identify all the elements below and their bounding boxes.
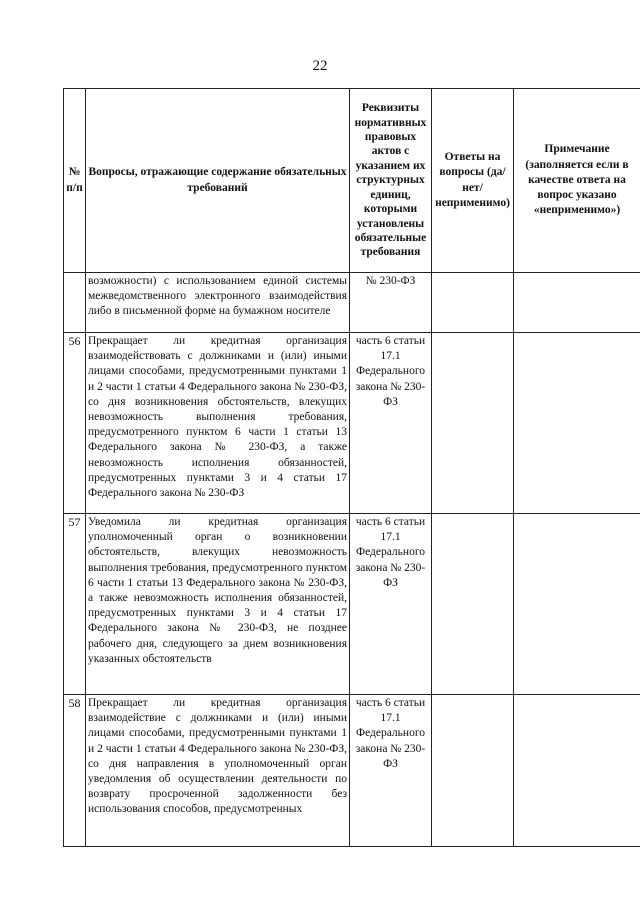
row-question: Прекращает ли кредитная организация взаимодействовать с должниками и (или) иными лицами способами, предусмотренными пунктами 1 и 2 части 1 статьи 4 Федерального закона № 230-ФЗ, со дня возникновения обстоятельств, влекущих невозможность выполнения требования, предусмотренного пунктом 6 части 1 статьи 13 Федерального закона № 230-ФЗ, а также невозможность исполнения обязанностей, предусмотренных пунктами 3 и 4 статьи 17 Федерального закона № 230-ФЗ: [86, 333, 350, 514]
row-question: возможности) с использованием единой системы межведомственного электронного взаимодействия либо в письменной форме на бумажном носителе: [86, 273, 350, 333]
table-header-row: [64, 89, 640, 273]
row-answer[interactable]: [432, 273, 514, 333]
page-number: 22: [312, 58, 328, 74]
row-answer[interactable]: [432, 695, 514, 847]
row-num: 58: [64, 695, 86, 847]
row-note[interactable]: [514, 273, 640, 333]
row-note[interactable]: [514, 333, 640, 514]
header-note: Примечание (заполняется если в качестве ответа на вопрос указано «неприменимо»): [514, 89, 640, 273]
row-answer[interactable]: [432, 514, 514, 695]
row-num: 56: [64, 333, 86, 514]
header-num: № п/п: [64, 89, 86, 273]
requirements-table: [63, 88, 640, 847]
header-answers: Ответы на вопросы (да/нет/ неприменимо): [432, 89, 514, 273]
row-num: [64, 273, 86, 333]
row-requisites: часть 6 статьи 17.1 Федерального закона № 230-ФЗ: [350, 514, 432, 695]
row-requisites: часть 6 статьи 17.1 Федерального закона № 230-ФЗ: [350, 333, 432, 514]
table-row: [64, 514, 640, 695]
header-question: Вопросы, отражающие содержание обязательных требований: [86, 89, 350, 273]
row-question: Прекращает ли кредитная организация взаимодействие с должниками и (или) иными лицами способами, предусмотренными пунктами 1 и 2 части 1 статьи 4 Федерального закона № 230-ФЗ, со дня направления в уполномоченный орган уведомления об осуществлении деятельности по возврату просроченной задолженности без использования способов, предусмотренных: [86, 695, 350, 847]
row-num: 57: [64, 514, 86, 695]
row-question: Уведомила ли кредитная организация уполномоченный орган о возникновении обстоятельств, влекущих невозможность выполнения требования, предусмотренного пунктом 6 части 1 статьи 13 Федерального закона № 230-ФЗ, а также невозможность исполнения обязанностей, предусмотренных пунктами 3 и 4 статьи 17 Федерального закона № 230-ФЗ, не позднее рабочего дня, следующего за днем возникновения указанных обстоятельств: [86, 514, 350, 695]
row-requisites: № 230-ФЗ: [350, 273, 432, 333]
header-requisites: Реквизиты нормативных правовых актов с указанием их структурных единиц, которыми установлены обязательные требования: [350, 89, 432, 273]
row-answer[interactable]: [432, 333, 514, 514]
row-requisites: часть 6 статьи 17.1 Федерального закона № 230-ФЗ: [350, 695, 432, 847]
table-row: [64, 273, 640, 333]
table-row: [64, 695, 640, 847]
row-note[interactable]: [514, 695, 640, 847]
row-note[interactable]: [514, 514, 640, 695]
table-row: [64, 333, 640, 514]
